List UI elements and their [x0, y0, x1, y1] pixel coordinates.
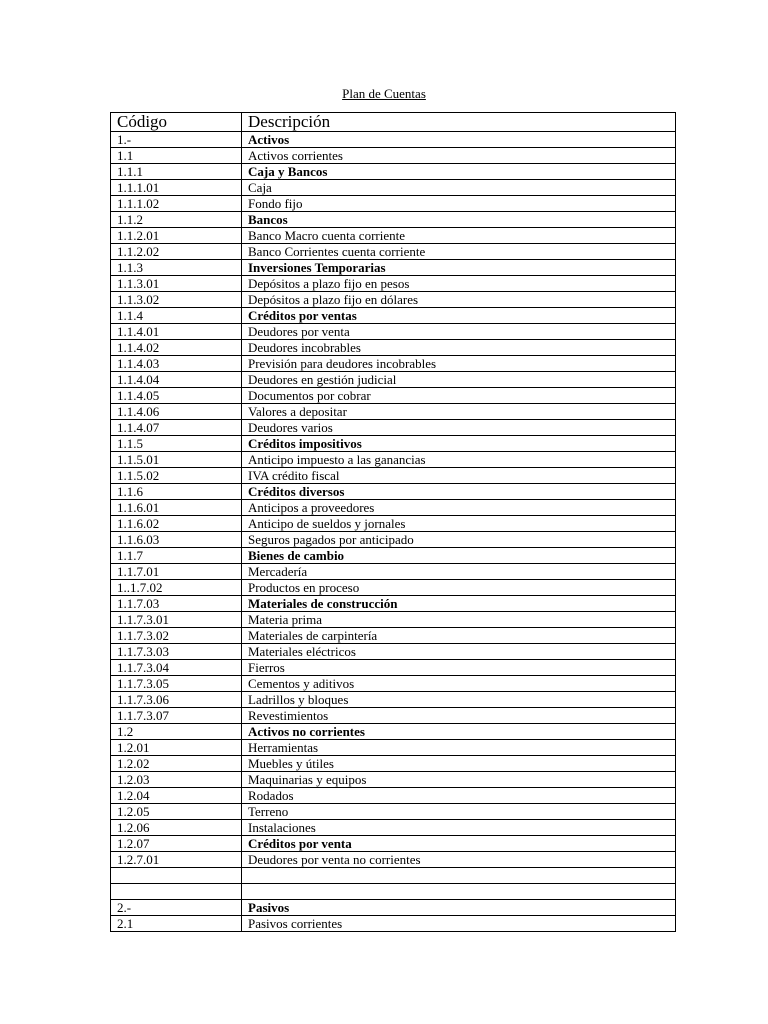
table-row	[111, 500, 676, 516]
account-description-cell: Deudores en gestión judicial	[242, 372, 676, 388]
account-code-cell: 1.1.6.01	[111, 500, 242, 516]
account-code-cell: 1.1.3	[111, 260, 242, 276]
document-title: Plan de Cuentas	[342, 86, 426, 101]
account-description-cell: Caja	[242, 180, 676, 196]
table-row	[111, 740, 676, 756]
table-row	[111, 212, 676, 228]
account-code-cell: 2.1	[111, 916, 242, 932]
account-description-cell: Revestimientos	[242, 708, 676, 724]
table-row	[111, 756, 676, 772]
account-code-cell: 1.1.5.01	[111, 452, 242, 468]
account-code-cell: 1.1.4.03	[111, 356, 242, 372]
account-code-cell: 1.2.01	[111, 740, 242, 756]
account-code-cell: 1..1.7.02	[111, 580, 242, 596]
account-description-cell: Rodados	[242, 788, 676, 804]
table-row	[111, 884, 676, 900]
description-column-header: Descripción	[242, 113, 676, 132]
account-description-cell	[242, 868, 676, 884]
table-row	[111, 724, 676, 740]
table-row	[111, 788, 676, 804]
account-description-cell: Deudores por venta	[242, 324, 676, 340]
account-description-cell: Documentos por cobrar	[242, 388, 676, 404]
account-description-cell: Caja y Bancos	[242, 164, 676, 180]
account-description-cell	[242, 884, 676, 900]
table-row	[111, 148, 676, 164]
table-row	[111, 132, 676, 148]
table-row	[111, 388, 676, 404]
account-description-cell: Créditos por ventas	[242, 308, 676, 324]
table-row	[111, 628, 676, 644]
account-description-cell: Créditos por venta	[242, 836, 676, 852]
account-description-cell: Seguros pagados por anticipado	[242, 532, 676, 548]
table-row	[111, 596, 676, 612]
account-code-cell: 1.1.7.3.02	[111, 628, 242, 644]
account-description-cell: Materia prima	[242, 612, 676, 628]
table-row	[111, 692, 676, 708]
table-row	[111, 580, 676, 596]
account-code-cell: 1.1.7.3.06	[111, 692, 242, 708]
account-description-cell: Banco Macro cuenta corriente	[242, 228, 676, 244]
account-code-cell: 1.2.04	[111, 788, 242, 804]
table-row	[111, 468, 676, 484]
account-code-cell: 1.1.4.05	[111, 388, 242, 404]
account-description-cell: Bancos	[242, 212, 676, 228]
table-row	[111, 772, 676, 788]
table-row	[111, 820, 676, 836]
account-code-cell: 1.2.05	[111, 804, 242, 820]
account-code-cell: 1.1	[111, 148, 242, 164]
account-code-cell: 1.2.06	[111, 820, 242, 836]
account-description-cell: Productos en proceso	[242, 580, 676, 596]
account-code-cell: 1.1.4.07	[111, 420, 242, 436]
chart-of-accounts-table	[110, 112, 676, 932]
account-description-cell: Bienes de cambio	[242, 548, 676, 564]
table-row	[111, 564, 676, 580]
table-row	[111, 804, 676, 820]
account-description-cell: Ladrillos y bloques	[242, 692, 676, 708]
table-row	[111, 532, 676, 548]
table-row	[111, 868, 676, 884]
account-description-cell: Créditos diversos	[242, 484, 676, 500]
table-row	[111, 436, 676, 452]
table-row	[111, 324, 676, 340]
account-code-cell: 1.1.7.3.04	[111, 660, 242, 676]
account-description-cell: Banco Corrientes cuenta corriente	[242, 244, 676, 260]
account-description-cell: IVA crédito fiscal	[242, 468, 676, 484]
account-description-cell: Deudores por venta no corrientes	[242, 852, 676, 868]
table-row	[111, 852, 676, 868]
account-description-cell: Deudores incobrables	[242, 340, 676, 356]
account-code-cell: 1.1.4.01	[111, 324, 242, 340]
account-description-cell: Pasivos	[242, 900, 676, 916]
account-code-cell: 1.1.4.04	[111, 372, 242, 388]
table-row	[111, 420, 676, 436]
account-description-cell: Activos	[242, 132, 676, 148]
account-description-cell: Anticipo impuesto a las ganancias	[242, 452, 676, 468]
account-code-cell: 1.1.4.06	[111, 404, 242, 420]
account-description-cell: Pasivos corrientes	[242, 916, 676, 932]
table-row	[111, 660, 676, 676]
table-row	[111, 516, 676, 532]
table-row	[111, 404, 676, 420]
account-code-cell: 1.1.3.01	[111, 276, 242, 292]
account-code-cell: 1.2.03	[111, 772, 242, 788]
account-code-cell: 1.1.6.02	[111, 516, 242, 532]
table-row	[111, 452, 676, 468]
account-code-cell: 1.1.7.3.01	[111, 612, 242, 628]
table-row	[111, 276, 676, 292]
account-description-cell: Materiales de construcción	[242, 596, 676, 612]
account-code-cell: 1.1.6	[111, 484, 242, 500]
account-description-cell: Depósitos a plazo fijo en dólares	[242, 292, 676, 308]
account-description-cell: Anticipos a proveedores	[242, 500, 676, 516]
account-code-cell: 1.1.7.3.05	[111, 676, 242, 692]
account-code-cell: 1.1.1.02	[111, 196, 242, 212]
account-description-cell: Fondo fijo	[242, 196, 676, 212]
account-description-cell: Créditos impositivos	[242, 436, 676, 452]
code-column-header: Código	[111, 113, 242, 132]
table-row	[111, 196, 676, 212]
account-description-cell: Deudores varios	[242, 420, 676, 436]
account-code-cell: 1.1.7.3.03	[111, 644, 242, 660]
account-code-cell: 1.2	[111, 724, 242, 740]
account-description-cell: Muebles y útiles	[242, 756, 676, 772]
table-row	[111, 836, 676, 852]
account-description-cell: Activos corrientes	[242, 148, 676, 164]
account-description-cell: Materiales eléctricos	[242, 644, 676, 660]
account-code-cell: 1.-	[111, 132, 242, 148]
account-code-cell: 1.1.2.02	[111, 244, 242, 260]
account-description-cell: Previsión para deudores incobrables	[242, 356, 676, 372]
account-code-cell: 1.1.1	[111, 164, 242, 180]
account-code-cell: 1.1.7	[111, 548, 242, 564]
table-row	[111, 612, 676, 628]
table-row	[111, 244, 676, 260]
table-row	[111, 180, 676, 196]
account-description-cell: Maquinarias y equipos	[242, 772, 676, 788]
table-row	[111, 372, 676, 388]
account-code-cell: 1.2.7.01	[111, 852, 242, 868]
table-row	[111, 292, 676, 308]
account-code-cell: 1.1.7.01	[111, 564, 242, 580]
account-description-cell: Depósitos a plazo fijo en pesos	[242, 276, 676, 292]
account-code-cell: 1.1.4	[111, 308, 242, 324]
account-description-cell: Inversiones Temporarias	[242, 260, 676, 276]
table-row	[111, 900, 676, 916]
account-description-cell: Terreno	[242, 804, 676, 820]
account-code-cell: 1.1.5.02	[111, 468, 242, 484]
account-description-cell: Materiales de carpintería	[242, 628, 676, 644]
account-description-cell: Cementos y aditivos	[242, 676, 676, 692]
account-code-cell: 1.1.3.02	[111, 292, 242, 308]
table-row	[111, 916, 676, 932]
account-code-cell: 1.2.02	[111, 756, 242, 772]
table-row	[111, 708, 676, 724]
account-code-cell: 1.1.6.03	[111, 532, 242, 548]
table-body	[111, 132, 676, 932]
table-row	[111, 548, 676, 564]
account-description-cell: Herramientas	[242, 740, 676, 756]
table-row	[111, 164, 676, 180]
table-header-row	[111, 113, 676, 132]
table-row	[111, 228, 676, 244]
account-description-cell: Instalaciones	[242, 820, 676, 836]
account-code-cell: 1.1.5	[111, 436, 242, 452]
table-row	[111, 356, 676, 372]
account-description-cell: Fierros	[242, 660, 676, 676]
table-row	[111, 340, 676, 356]
account-code-cell: 1.1.4.02	[111, 340, 242, 356]
account-code-cell: 1.2.07	[111, 836, 242, 852]
account-code-cell	[111, 884, 242, 900]
table-row	[111, 644, 676, 660]
account-code-cell: 1.1.7.3.07	[111, 708, 242, 724]
account-code-cell: 1.1.2.01	[111, 228, 242, 244]
table-row	[111, 260, 676, 276]
account-code-cell: 1.1.7.03	[111, 596, 242, 612]
table-row	[111, 484, 676, 500]
account-description-cell: Anticipo de sueldos y jornales	[242, 516, 676, 532]
account-code-cell: 2.-	[111, 900, 242, 916]
account-code-cell: 1.1.1.01	[111, 180, 242, 196]
account-code-cell: 1.1.2	[111, 212, 242, 228]
table-row	[111, 308, 676, 324]
account-description-cell: Activos no corrientes	[242, 724, 676, 740]
table-row	[111, 676, 676, 692]
account-description-cell: Mercadería	[242, 564, 676, 580]
account-description-cell: Valores a depositar	[242, 404, 676, 420]
account-code-cell	[111, 868, 242, 884]
